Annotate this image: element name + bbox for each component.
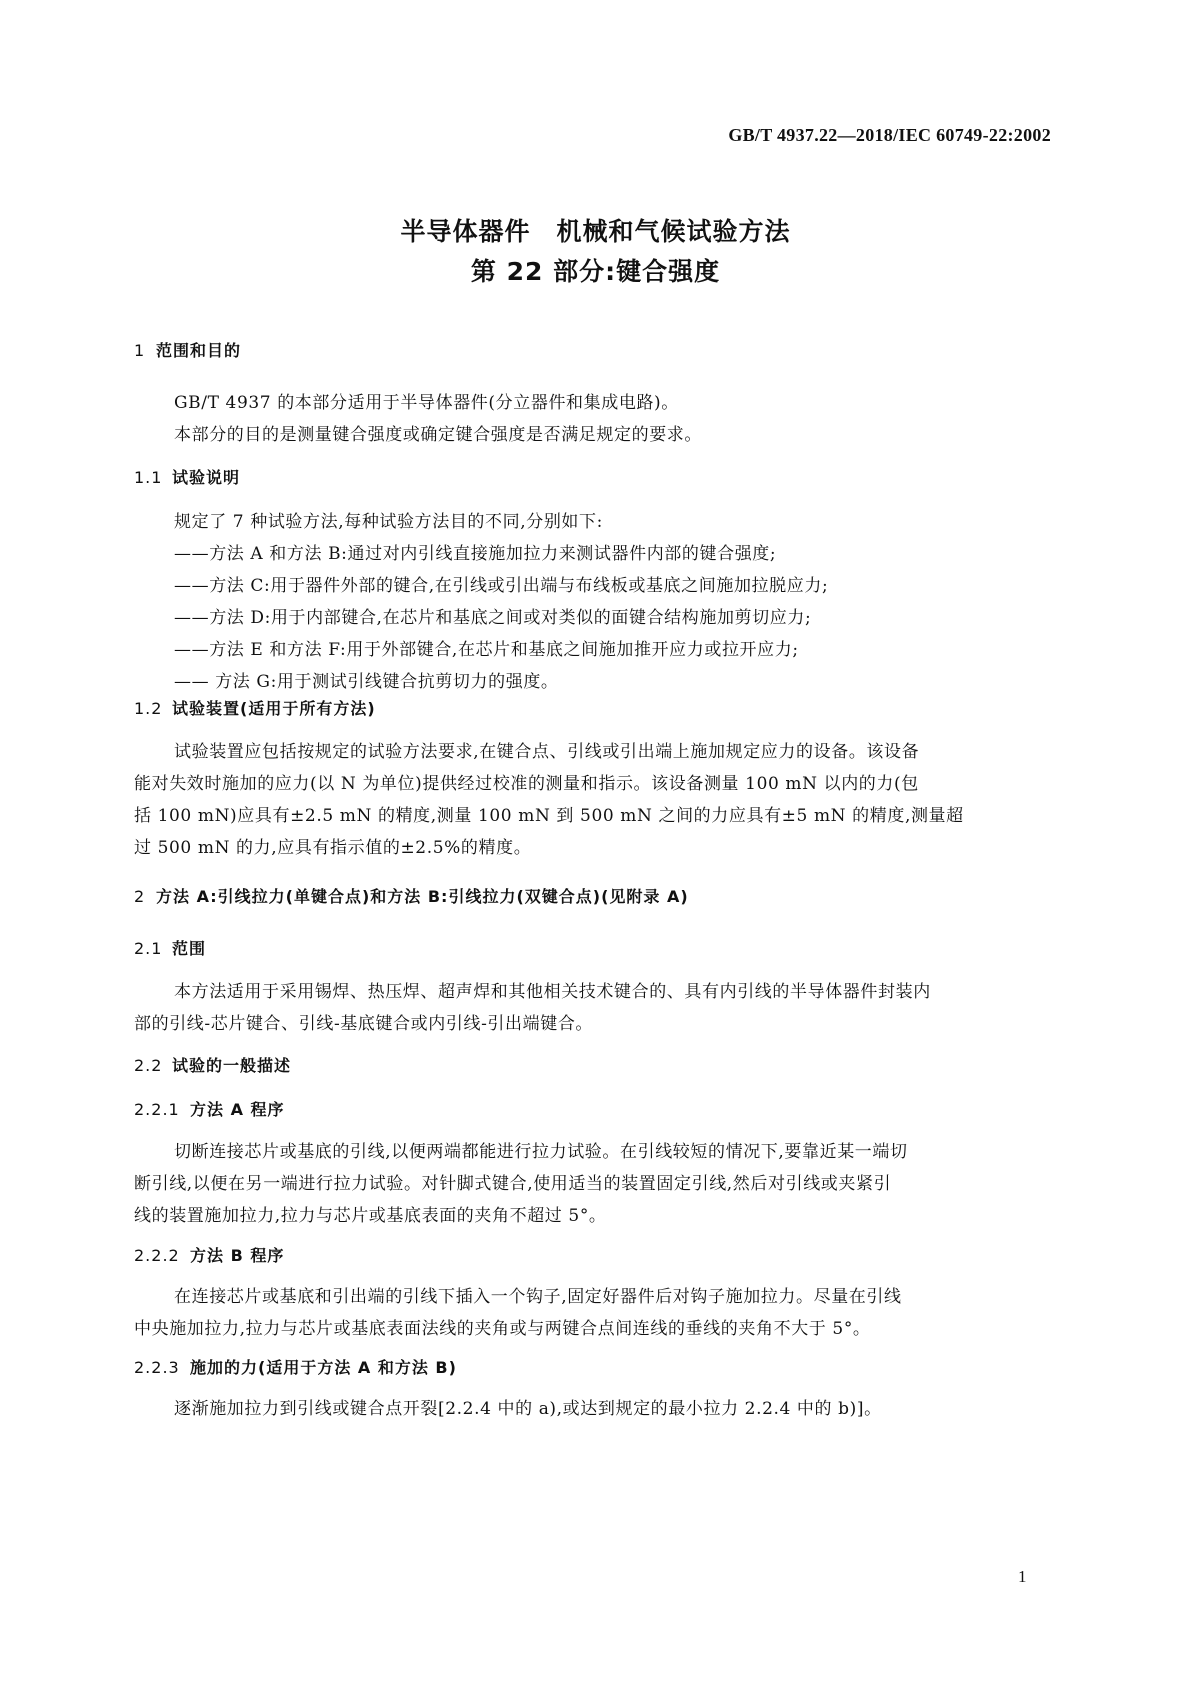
section-heading xyxy=(134,1243,284,1266)
paragraph xyxy=(134,976,1066,1040)
text-line: 断引线,以便在另一端进行拉力试验。对针脚式键合,使用适当的装置固定引线,然后对引线或夹紧引 xyxy=(134,1174,892,1194)
paragraph xyxy=(134,736,1066,864)
paragraph xyxy=(134,1393,1066,1425)
section-title: 试验说明 xyxy=(172,468,241,487)
section-title: 试验的一般描述 xyxy=(172,1056,292,1075)
section-number: 2.2.2 xyxy=(134,1246,180,1265)
list-item: —— 方法 G:用于测试引线键合抗剪切力的强度。 xyxy=(174,672,559,692)
paragraph xyxy=(134,1136,1066,1232)
text-line: 逐渐施加拉力到引线或键合点开裂[2.2.4 中的 a),或达到规定的最小拉力 2.2.4 中的 b)]。 xyxy=(174,1399,882,1419)
document-title: 半导体器件 机械和气候试验方法 xyxy=(400,217,791,246)
text-line: 能对失效时施加的应力(以 N 为单位)提供经过校准的测量和指示。该设备测量 100 mN 以内的力(包 xyxy=(134,774,919,794)
section-number: 2.2.1 xyxy=(134,1100,180,1119)
section-heading xyxy=(134,696,376,719)
section-title: 试验装置(适用于所有方法) xyxy=(172,699,376,718)
section-number: 1.2 xyxy=(134,699,163,718)
section-heading xyxy=(134,884,689,907)
standard-identifier: GB/T 4937.22—2018/IEC 60749-22:2002 xyxy=(728,125,1051,145)
text-line: GB/T 4937 的本部分适用于半导体器件(分立器件和集成电路)。 xyxy=(174,393,679,413)
document-subtitle: 第 22 部分:键合强度 xyxy=(470,257,721,286)
page-number: 1 xyxy=(1018,1567,1027,1586)
section-heading xyxy=(134,1097,285,1120)
paragraph xyxy=(134,506,1066,698)
paragraph xyxy=(134,1281,1066,1345)
section-title: 方法 A:引线拉力(单键合点)和方法 B:引线拉力(双键合点)(见附录 A) xyxy=(156,887,689,906)
text-line: 在连接芯片或基底和引出端的引线下插入一个钩子,固定好器件后对钩子施加拉力。尽量在引线 xyxy=(174,1287,902,1307)
list-item: ——方法 A 和方法 B:通过对内引线直接施加拉力来测试器件内部的键合强度; xyxy=(174,544,777,564)
section-heading xyxy=(134,1355,457,1378)
text-line: 线的装置施加拉力,拉力与芯片或基底表面的夹角不超过 5°。 xyxy=(134,1206,607,1226)
list-item: ——方法 D:用于内部键合,在芯片和基底之间或对类似的面键合结构施加剪切应力; xyxy=(174,608,812,628)
section-number: 2 xyxy=(134,887,146,906)
section-number: 2.2.3 xyxy=(134,1358,180,1377)
text-line: 部的引线-芯片键合、引线-基底键合或内引线-引出端键合。 xyxy=(134,1014,594,1034)
section-heading xyxy=(134,465,240,488)
list-item: ——方法 C:用于器件外部的键合,在引线或引出端与布线板或基底之间施加拉脱应力; xyxy=(174,576,829,596)
section-title: 方法 A 程序 xyxy=(190,1100,285,1119)
section-heading xyxy=(134,936,206,959)
section-number: 1 xyxy=(134,341,146,360)
text-line: 切断连接芯片或基底的引线,以便两端都能进行拉力试验。在引线较短的情况下,要靠近某一端切 xyxy=(174,1142,908,1162)
section-number: 2.1 xyxy=(134,939,163,958)
text-line: 括 100 mN)应具有±2.5 mN 的精度,测量 100 mN 到 500 mN 之间的力应具有±5 mN 的精度,测量超 xyxy=(134,806,964,826)
section-title: 施加的力(适用于方法 A 和方法 B) xyxy=(190,1358,457,1377)
section-number: 1.1 xyxy=(134,468,163,487)
text-line: 本方法适用于采用锡焊、热压焊、超声焊和其他相关技术键合的、具有内引线的半导体器件封装内 xyxy=(174,982,931,1002)
section-heading xyxy=(134,338,241,361)
section-heading xyxy=(134,1053,291,1076)
section-number: 2.2 xyxy=(134,1056,163,1075)
section-title: 范围和目的 xyxy=(156,341,242,360)
paragraph xyxy=(134,387,1066,451)
text-line: 规定了 7 种试验方法,每种试验方法目的不同,分别如下: xyxy=(174,512,603,532)
section-title: 方法 B 程序 xyxy=(190,1246,285,1265)
section-title: 范围 xyxy=(172,939,207,958)
text-line: 过 500 mN 的力,应具有指示值的±2.5%的精度。 xyxy=(134,838,532,858)
text-line: 本部分的目的是测量键合强度或确定键合强度是否满足规定的要求。 xyxy=(174,425,702,445)
list-item: ——方法 E 和方法 F:用于外部键合,在芯片和基底之间施加推开应力或拉开应力; xyxy=(174,640,799,660)
text-line: 中央施加拉力,拉力与芯片或基底表面法线的夹角或与两键合点间连线的垂线的夹角不大于 5°。 xyxy=(134,1319,871,1339)
text-line: 试验装置应包括按规定的试验方法要求,在键合点、引线或引出端上施加规定应力的设备。该设备 xyxy=(174,742,920,762)
